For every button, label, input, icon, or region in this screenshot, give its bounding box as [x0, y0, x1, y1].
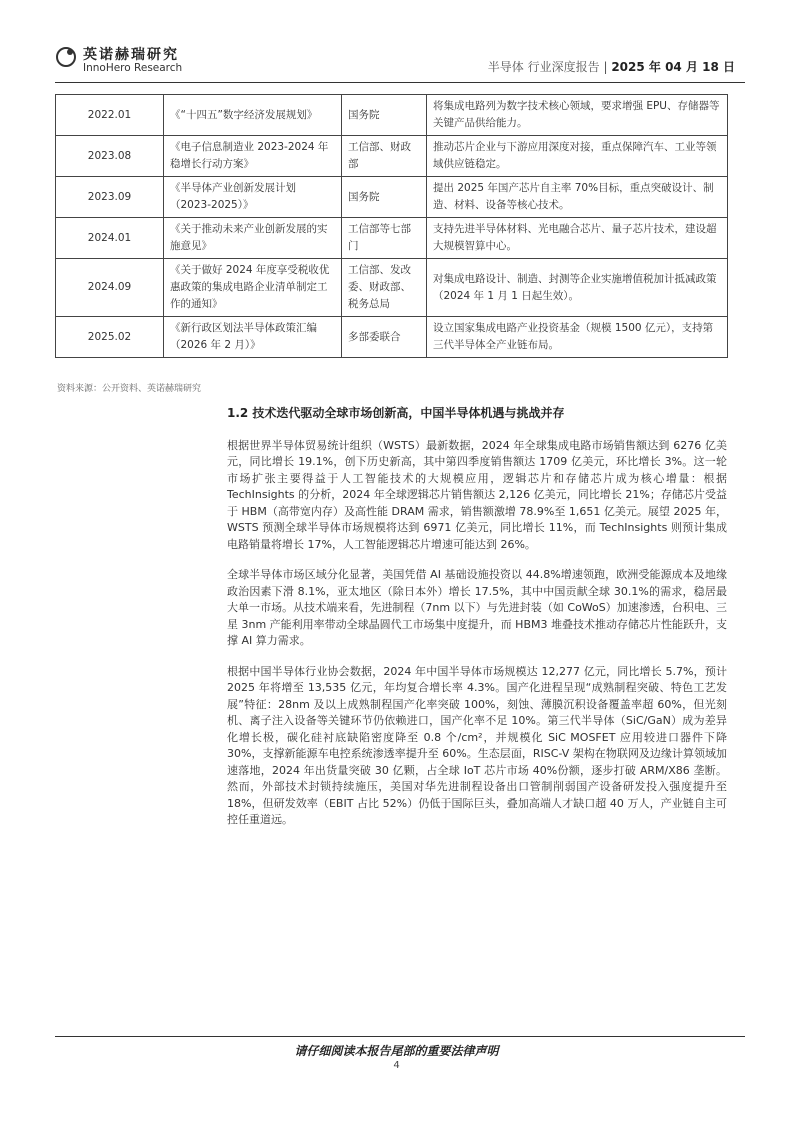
policy-content: 设立国家集成电路产业投资基金（规模 1500 亿元），支持第三代半导体全产业链布局。 [427, 317, 728, 358]
body-paragraph: 全球半导体市场区域分化显著，美国凭借 AI 基础设施投资以 44.8%增速领跑，欧洲受能源成本及地缘政治因素下滑 8.1%，亚太地区（除日本外）增长 17.5%，其中中国贡献全球 30.1%的需求，稳居最大单一市场。从技术端来看，先进制程（7nm 以下）与先进封装（如 CoWoS）加速渗透，台积电、三星 3nm 产能利用率带动全球晶圆代工市场集中度提升，而 HBM3 堆叠技术推动存储芯片性能跃升，支撑 AI 算力需求。 [227, 568, 727, 647]
policy-content: 对集成电路设计、制造、封测等企业实施增值税加计抵减政策（2024 年 1 月 1 日起生效）。 [427, 259, 728, 317]
footer-rule [55, 1036, 745, 1037]
header-meta [488, 58, 735, 75]
policy-document: 《半导体产业创新发展计划（2023-2025）》 [164, 177, 342, 218]
policy-content: 将集成电路列为数字技术核心领域，要求增强 EPU、存储器等关键产品供给能力。 [427, 95, 728, 136]
policy-table [55, 94, 728, 358]
table-row [56, 95, 728, 136]
policy-document: 《“十四五”数字经济发展规划》 [164, 95, 342, 136]
report-date: 2025 年 04 月 18 日 [611, 60, 735, 74]
table-row [56, 317, 728, 358]
policy-date: 2023.08 [56, 136, 164, 177]
policy-date: 2022.01 [56, 95, 164, 136]
legal-disclaimer: 请仔细阅读本报告尾部的重要法律声明 [294, 1044, 499, 1058]
policy-issuer: 国务院 [342, 95, 427, 136]
policy-content: 推动芯片企业与下游应用深度对接，重点保障汽车、工业等领域供应链稳定。 [427, 136, 728, 177]
body-paragraph: 根据中国半导体行业协会数据，2024 年中国半导体市场规模达 12,277 亿元，同比增长 5.7%，预计 2025 年将增至 13,535 亿元，年均复合增长率 4.3%。国产化进程呈现“成熟制程突破、特色工艺发展”特征：28nm 及以上成熟制程国产化率突破 100%，刻蚀、薄膜沉积设备覆盖率超 60%，但光刻机、离子注入设备等关键环节仍依赖进口，国产化率不足 10%。第三代半导体（SiC/GaN）成为差异化增长极，碳化硅衬底缺陷密度降至 0.8 个/cm²，并规模化 SiC MOSFET 应用较进口器件下降 30%，支撑新能源车电控系统渗透率提升至 60%。生态层面，RISC-V 架构在物联网及边缘计算领域加速落地，2024 年出货量突破 30 亿颗，占全球 IoT 芯片市场 40%份额，逐步打破 ARM/X86 垄断。然而，外部技术封锁持续施压，美国对华先进制程设备出口管制削弱国产设备研发投入强度提升至 18%，但研发效率（EBIT 占比 52%）仍低于国际巨头，叠加高端人才缺口超 40 万人，产业链自主可控任重道远。 [227, 664, 727, 826]
table-source-note: 资料来源：公开资料、英诺赫瑞研究 [57, 384, 202, 394]
section-heading: 1.2 技术迭代驱动全球市场创新高，中国半导体机遇与挑战并存 [227, 406, 565, 420]
policy-content: 支持先进半导体材料、光电融合芯片、量子芯片技术，建设超大规模智算中心。 [427, 218, 728, 259]
innohero-logo-icon [55, 46, 77, 68]
policy-issuer: 工信部等七部门 [342, 218, 427, 259]
policy-date: 2025.02 [56, 317, 164, 358]
policy-document: 《电子信息制造业 2023-2024 年稳增长行动方案》 [164, 136, 342, 177]
policy-issuer: 工信部、发改委、财政部、税务总局 [342, 259, 427, 317]
policy-document: 《新行政区划法半导体政策汇编（2026 年 2 月）》 [164, 317, 342, 358]
brand-name-en: InnoHero Research [83, 62, 183, 74]
header-rule [55, 82, 745, 83]
policy-date: 2023.09 [56, 177, 164, 218]
policy-document: 《关于推动未来产业创新发展的实施意见》 [164, 218, 342, 259]
policy-date: 2024.01 [56, 218, 164, 259]
section-body [227, 405, 727, 843]
report-type: 半导体 行业深度报告 [487, 60, 600, 74]
page-number: 4 [393, 1060, 400, 1071]
policy-issuer: 国务院 [342, 177, 427, 218]
header-separator: | [603, 60, 608, 74]
policy-date: 2024.09 [56, 259, 164, 317]
policy-document: 《关于做好 2024 年度享受税收优惠政策的集成电路企业清单制定工作的通知》 [164, 259, 342, 317]
body-paragraph: 根据世界半导体贸易统计组织（WSTS）最新数据，2024 年全球集成电路市场销售额达到 6276 亿美元，同比增长 19.1%，创下历史新高，其中第四季度销售额达 1709 亿美元，环比增长 3%。这一轮市场扩张主要得益于人工智能技术的大规模应用，逻辑芯片和存储芯片成为核心增量：根据 TechInsights 的分析，2024 年全球逻辑芯片销售额达 2,126 亿美元，同比增长 21%；存储芯片受益于 HBM（高带宽内存）及高性能 DRAM 需求，销售额激增 78.9%至 1,651 亿美元。展望 2025 年，WSTS 预测全球半导体市场规模将达到 6971 亿美元，同比增长 11%，而 TechInsights 则预计集成电路销量将增长 17%，人工智能逻辑芯片增速可能达到 26%。 [227, 438, 727, 551]
table-row [56, 136, 728, 177]
policy-issuer: 工信部、财政部 [342, 136, 427, 177]
policy-issuer: 多部委联合 [342, 317, 427, 358]
table-row [56, 218, 728, 259]
page-header [55, 40, 745, 84]
table-row [56, 259, 728, 317]
policy-content: 提出 2025 年国产芯片自主率 70%目标，重点突破设计、制造、材料、设备等核心技术。 [427, 177, 728, 218]
table-row [56, 177, 728, 218]
brand-name-cn: 英诺赫瑞研究 [83, 47, 179, 63]
